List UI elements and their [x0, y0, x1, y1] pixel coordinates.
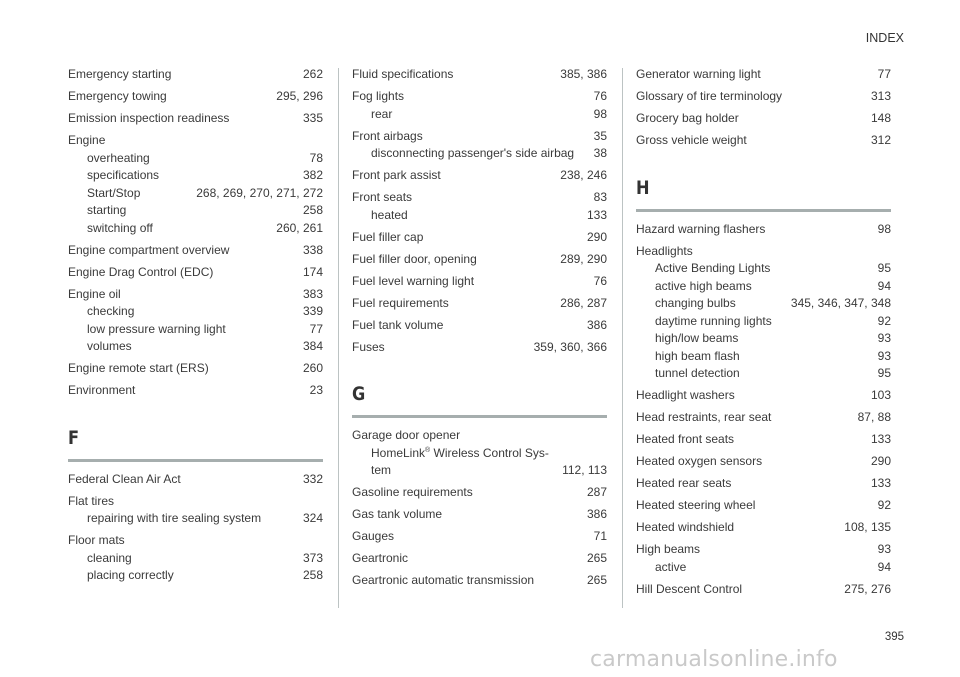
index-term-row: [352, 88, 607, 106]
index-subentry: [636, 295, 891, 313]
index-term-row: [636, 243, 891, 261]
index-term: Hazard warning flashers: [636, 221, 766, 236]
index-entry: [636, 66, 891, 84]
page-reference: 382: [302, 168, 323, 182]
index-term-row: [68, 264, 323, 282]
index-term-row: [352, 128, 607, 146]
page-reference: 324: [302, 511, 323, 525]
index-term: Fluid specifications: [352, 67, 454, 81]
index-term: High beams: [636, 542, 701, 556]
index-entry: [68, 66, 323, 84]
index-subentry: [636, 260, 891, 278]
index-term: heated: [371, 207, 408, 222]
index-term-row: [352, 427, 607, 445]
index-term-row: [68, 493, 323, 511]
page-reference: 265: [586, 573, 607, 587]
index-term: repairing with tire sealing system: [87, 511, 262, 525]
index-term: Federal Clean Air Act: [68, 471, 181, 486]
index-entry: [636, 475, 891, 493]
section-letter: G: [352, 383, 366, 405]
index-term: Front park assist: [352, 168, 441, 182]
page-reference: 95: [877, 366, 891, 380]
page-reference: 265: [586, 551, 607, 565]
index-term: Headlight washers: [636, 388, 735, 402]
column-divider: [338, 68, 339, 608]
index-term: rear: [371, 106, 393, 121]
index-term: Heated oxygen sensors: [636, 454, 763, 468]
index-term-row: [68, 532, 323, 550]
index-entry: [68, 471, 323, 489]
page-reference: 76: [593, 273, 607, 288]
index-term-row: [636, 387, 891, 405]
index-subentry: [636, 313, 891, 331]
index-term-row: [352, 339, 607, 357]
index-subentry: [352, 207, 607, 225]
index-term-row: [68, 88, 323, 106]
letter-section: [636, 177, 891, 212]
index-entry: [68, 242, 323, 260]
page-reference: 76: [593, 89, 607, 103]
index-subentry: [68, 321, 323, 339]
index-subentry: [352, 445, 607, 463]
index-subentry: [352, 106, 607, 124]
index-entry: [636, 221, 891, 239]
page-reference: 133: [586, 207, 607, 222]
page-reference: 313: [870, 89, 891, 103]
page-reference: 103: [870, 388, 891, 402]
letter-section: [68, 427, 323, 462]
index-term-row: [636, 221, 891, 239]
page-reference: 383: [302, 286, 323, 301]
index-term: Front airbags: [352, 128, 423, 143]
page-reference: 93: [877, 542, 891, 556]
index-term: placing correctly: [87, 568, 174, 582]
index-term-row: [352, 317, 607, 335]
index-entry: [352, 427, 607, 480]
index-entry: [352, 273, 607, 291]
index-term: Fuel level warning light: [352, 273, 475, 288]
index-subentry: [636, 330, 891, 348]
index-entry: [352, 317, 607, 335]
index-term: Engine Drag Control (EDC): [68, 264, 214, 279]
index-column-1: [68, 66, 323, 589]
page-reference: 93: [877, 348, 891, 363]
page-reference: 92: [877, 498, 891, 512]
index-term: Engine compartment overview: [68, 242, 230, 257]
page-reference: 332: [302, 471, 323, 486]
page-reference: 174: [302, 264, 323, 279]
index-entry: [636, 453, 891, 471]
index-entry: [636, 132, 891, 150]
index-term: Fuel tank volume: [352, 317, 444, 332]
index-term-row: [636, 431, 891, 449]
index-entry: [352, 506, 607, 524]
page-reference: 23: [309, 383, 323, 397]
page-reference: 359, 360, 366: [533, 339, 607, 354]
index-term-row: [352, 295, 607, 313]
index-term: switching off: [87, 220, 153, 235]
section-rule: [636, 209, 891, 212]
page-reference: 386: [586, 317, 607, 332]
index-entry: [636, 519, 891, 537]
index-term: Engine oil: [68, 286, 121, 301]
index-term: Generator warning light: [636, 67, 761, 81]
page-reference: 384: [302, 339, 323, 353]
index-subentry: [68, 550, 323, 568]
page-reference: 77: [309, 321, 323, 336]
page-reference: 98: [877, 221, 891, 236]
page-reference: 373: [302, 550, 323, 565]
index-term-row: [68, 471, 323, 489]
page-reference: 148: [870, 111, 891, 125]
page-reference: 262: [302, 67, 323, 81]
index-entry: [352, 339, 607, 357]
index-entry: [352, 167, 607, 185]
page-reference: 71: [593, 529, 607, 543]
index-term: Gross vehicle weight: [636, 133, 747, 147]
index-term: Geartronic: [352, 551, 409, 565]
letter-section: [352, 383, 607, 418]
page-reference: 77: [877, 67, 891, 81]
page-reference: 339: [302, 304, 323, 318]
index-subentry: [636, 278, 891, 296]
index-term: Fog lights: [352, 89, 405, 103]
section-letter: H: [636, 176, 650, 199]
index-entry: [352, 251, 607, 269]
index-entry: [636, 431, 891, 449]
index-term-row: [352, 66, 607, 84]
index-term-row: [68, 242, 323, 260]
index-subentry: [636, 559, 891, 577]
page-reference: 385, 386: [560, 67, 607, 81]
index-subentry: [68, 150, 323, 168]
index-term: tunnel detection: [655, 366, 740, 380]
page-reference: 95: [877, 261, 891, 275]
page-reference: 286, 287: [560, 295, 607, 310]
page-reference: 290: [870, 454, 891, 468]
index-term: low pressure warning light: [87, 321, 226, 336]
index-term-row: [636, 581, 891, 599]
page-reference: 78: [309, 150, 323, 165]
index-term-row: [68, 110, 323, 128]
index-entry: [352, 189, 607, 224]
index-subentry: [68, 303, 323, 321]
index-subentry: [636, 365, 891, 383]
index-term: Hill Descent Control: [636, 581, 743, 596]
page-reference: 83: [593, 190, 607, 204]
index-term: Fuel requirements: [352, 295, 449, 310]
index-entry: [636, 581, 891, 599]
index-term: specifications: [87, 168, 160, 182]
index-term: Floor mats: [68, 533, 125, 547]
page-reference: 260: [302, 361, 323, 375]
index-term: Emergency towing: [68, 89, 167, 103]
index-column-3: [636, 66, 891, 603]
index-entry: [636, 88, 891, 106]
index-term: cleaning: [87, 550, 132, 565]
index-term: Environment: [68, 383, 136, 397]
index-term-row: [68, 286, 323, 304]
index-subentry: [68, 202, 323, 220]
registered-mark: ®: [425, 446, 431, 454]
index-entry: [68, 360, 323, 378]
section-rule: [68, 459, 323, 462]
index-entry: [636, 409, 891, 427]
index-term: overheating: [87, 150, 150, 165]
index-term-row: [636, 88, 891, 106]
index-term: Grocery bag holder: [636, 111, 739, 125]
index-subentry: [352, 462, 607, 480]
index-term: Glossary of tire terminology: [636, 89, 783, 103]
page-number: 395: [884, 631, 904, 643]
page-reference: 87, 88: [857, 410, 891, 424]
index-entry: [68, 88, 323, 106]
page-reference: 35: [593, 128, 607, 143]
index-term-row: [352, 506, 607, 524]
index-entry: [352, 295, 607, 313]
index-term: Active Bending Lights: [655, 261, 771, 275]
index-term-row: [352, 484, 607, 502]
index-term: Front seats: [352, 190, 413, 204]
page-reference: 260, 261: [276, 220, 323, 235]
index-term: tem: [371, 463, 392, 477]
page-reference: 386: [586, 507, 607, 521]
index-term: high beam flash: [655, 348, 740, 363]
page-reference: 290: [586, 229, 607, 244]
index-term-row: [636, 409, 891, 427]
index-term-row: [352, 273, 607, 291]
index-subentry: [68, 167, 323, 185]
page-reference: 345, 346, 347, 348: [790, 296, 891, 310]
index-term: Emergency starting: [68, 67, 172, 81]
page-reference: 94: [877, 278, 891, 293]
page-reference: 133: [870, 476, 891, 490]
watermark: carmanualsonline.info: [590, 647, 838, 672]
page-reference: 312: [870, 133, 891, 147]
index-term-row: [636, 475, 891, 493]
index-term-row: [636, 519, 891, 537]
index-term-row: [352, 229, 607, 247]
index-term: Head restraints, rear seat: [636, 410, 772, 424]
index-term: active: [655, 559, 687, 574]
index-entry: [352, 572, 607, 590]
page-reference: 38: [593, 146, 607, 160]
index-term: active high beams: [655, 278, 752, 293]
index-term-row: [68, 382, 323, 400]
index-term: checking: [87, 304, 135, 318]
index-entry: [352, 550, 607, 568]
index-term: Headlights: [636, 243, 693, 258]
page-reference: 93: [877, 331, 891, 345]
page-reference: 289, 290: [560, 251, 607, 266]
page-reference: 295, 296: [276, 89, 323, 103]
index-term-row: [68, 360, 323, 378]
index-entry: [68, 110, 323, 128]
index-subentry: [68, 220, 323, 238]
page-reference: 275, 276: [844, 581, 891, 596]
index-term: Engine: [68, 133, 106, 147]
index-entry: [352, 88, 607, 123]
index-term: high/low beams: [655, 331, 739, 345]
section-rule: [352, 415, 607, 418]
index-term-row: [636, 497, 891, 515]
index-term-row: [68, 132, 323, 150]
index-entry: [352, 484, 607, 502]
page-reference: 238, 246: [560, 168, 607, 182]
index-subentry: [352, 145, 607, 163]
index-term: Start/Stop: [87, 185, 141, 200]
index-entry: [352, 128, 607, 163]
column-divider: [622, 68, 623, 608]
page-reference: 258: [302, 203, 323, 217]
index-term-row: [352, 189, 607, 207]
index-entry: [68, 382, 323, 400]
index-term: daytime running lights: [655, 313, 772, 328]
index-term-row: [352, 167, 607, 185]
section-title: INDEX: [865, 31, 904, 45]
index-term: Heated steering wheel: [636, 498, 756, 512]
page-reference: 112, 113: [562, 463, 607, 477]
index-term: Heated windshield: [636, 520, 735, 534]
index-term: Fuel filler cap: [352, 229, 424, 244]
section-letter: F: [68, 426, 80, 449]
index-entry: [636, 541, 891, 576]
index-entry: [636, 497, 891, 515]
index-entry: [352, 229, 607, 247]
page-reference: 133: [870, 432, 891, 446]
index-term: volumes: [87, 339, 132, 353]
page-reference: 335: [302, 111, 323, 125]
index-term-row: [636, 132, 891, 150]
index-term: [371, 445, 549, 463]
index-term: disconnecting passenger's side airbag: [371, 146, 575, 160]
page-reference: 108, 135: [844, 520, 891, 534]
index-entry: [68, 264, 323, 282]
index-term: Engine remote start (ERS): [68, 361, 209, 375]
index-term-row: [636, 110, 891, 128]
page-reference: 94: [877, 559, 891, 574]
index-entry: [352, 528, 607, 546]
index-term-text: HomeLink: [371, 445, 426, 460]
index-term: Gauges: [352, 529, 395, 543]
index-term: starting: [87, 203, 127, 217]
index-entry: [68, 532, 323, 585]
index-entry: [636, 243, 891, 383]
index-entry: [68, 132, 323, 237]
index-term: Heated rear seats: [636, 476, 732, 490]
index-term: Garage door opener: [352, 428, 461, 442]
index-subentry: [68, 510, 323, 528]
page-reference: 268, 269, 270, 271, 272: [196, 185, 323, 200]
index-term-row: [352, 528, 607, 546]
index-term-row: [636, 66, 891, 84]
index-subentry: [68, 567, 323, 585]
index-term: changing bulbs: [655, 296, 736, 310]
index-term-row: [352, 251, 607, 269]
index-term: Gasoline requirements: [352, 485, 473, 499]
index-entry: [352, 66, 607, 84]
index-column-2: [352, 66, 607, 594]
index-term: Geartronic automatic transmission: [352, 573, 535, 587]
index-term-row: [352, 572, 607, 590]
index-term-text: Wireless Control Sys-: [430, 445, 549, 460]
index-term-row: [352, 550, 607, 568]
index-term: Gas tank volume: [352, 507, 443, 521]
index-term: Flat tires: [68, 493, 115, 508]
index-term-row: [636, 453, 891, 471]
index-subentry: [68, 185, 323, 203]
index-term: Heated front seats: [636, 432, 735, 446]
page-reference: 338: [302, 242, 323, 257]
index-term: Fuel filler door, opening: [352, 251, 477, 266]
page-reference: 287: [586, 485, 607, 499]
index-entry: [636, 387, 891, 405]
index-term: Emission inspection readiness: [68, 111, 230, 125]
index-entry: [68, 493, 323, 528]
index-entry: [636, 110, 891, 128]
page-reference: 92: [877, 313, 891, 328]
index-entry: [68, 286, 323, 356]
index-subentry: [636, 348, 891, 366]
index-term-row: [636, 541, 891, 559]
index-subentry: [68, 338, 323, 356]
index-term: Fuses: [352, 339, 385, 354]
page-reference: 98: [593, 106, 607, 121]
page-reference: 258: [302, 568, 323, 582]
index-term-row: [68, 66, 323, 84]
